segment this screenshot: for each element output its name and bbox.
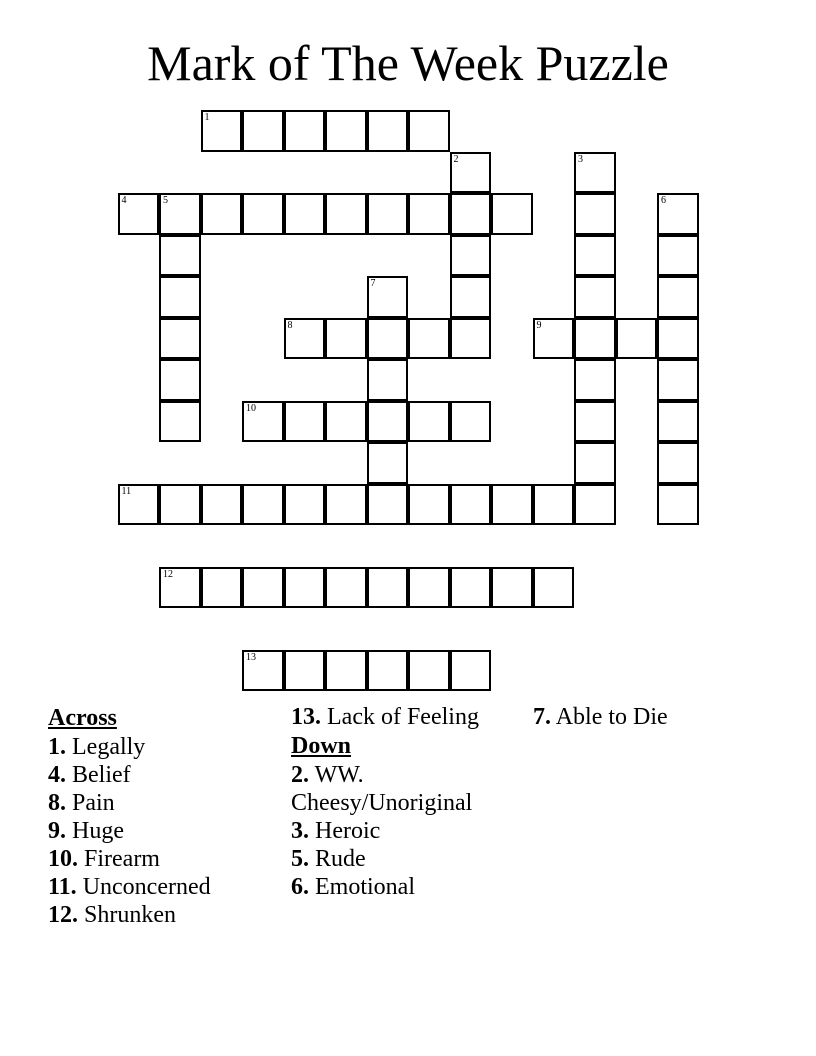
clue-across-13: 13. Lack of Feeling [291, 704, 479, 730]
cell-number: 1 [204, 112, 210, 123]
cell-number: 2 [453, 153, 459, 165]
cell-number: 3 [578, 153, 583, 165]
grid-cell[interactable] [574, 484, 616, 526]
grid-cell[interactable] [657, 318, 699, 360]
grid-cell[interactable] [242, 650, 284, 692]
clue-across-11: 11. Unconcerned [48, 874, 211, 900]
grid-cell[interactable] [408, 567, 450, 609]
grid-cell[interactable] [450, 401, 492, 443]
grid-cell[interactable] [284, 318, 326, 360]
grid-cell[interactable] [657, 401, 699, 443]
grid-cell[interactable] [491, 193, 533, 235]
grid-cell[interactable] [450, 484, 492, 526]
grid-cell[interactable] [574, 152, 616, 194]
grid-cell[interactable] [574, 318, 616, 360]
cell-number: 8 [287, 319, 293, 331]
grid-cell[interactable] [657, 484, 699, 526]
grid-cell[interactable] [574, 401, 616, 443]
clue-down-5: 5. Rude [291, 846, 366, 872]
cell-number: 7 [370, 278, 376, 289]
cell-number: 5 [163, 195, 168, 206]
across-heading: Across [48, 705, 117, 731]
grid-cell[interactable] [450, 235, 492, 277]
grid-cell[interactable] [450, 650, 492, 692]
cell-number: 10 [246, 402, 256, 414]
grid-cell[interactable] [657, 359, 699, 401]
clue-across-10: 10. Firearm [48, 846, 160, 872]
grid-cell[interactable] [242, 193, 284, 235]
grid-cell[interactable] [408, 484, 450, 526]
grid-cell[interactable] [367, 650, 409, 692]
grid-cell[interactable] [159, 193, 201, 235]
clue-column-1 [48, 703, 284, 929]
grid-cell[interactable] [450, 276, 492, 318]
page-title: Mark of The Week Puzzle [147, 35, 669, 91]
grid-cell[interactable] [325, 401, 367, 443]
grid-cell[interactable] [574, 235, 616, 277]
clue-across-1: 1. Legally [48, 734, 146, 760]
clue-down-2: 2. WW. Cheesy/Unoriginal [291, 762, 473, 816]
grid-cell[interactable] [201, 110, 243, 152]
grid-cell[interactable] [325, 484, 367, 526]
grid-cell[interactable] [201, 193, 243, 235]
grid-cell[interactable] [616, 318, 658, 360]
grid-cell[interactable] [367, 193, 409, 235]
grid-cell[interactable] [408, 318, 450, 360]
grid-cell[interactable] [284, 193, 326, 235]
clue-across-4: 4. Belief [48, 762, 131, 788]
grid-cell[interactable] [201, 567, 243, 609]
grid-cell[interactable] [242, 110, 284, 152]
grid-cell[interactable] [284, 110, 326, 152]
grid-cell[interactable] [367, 484, 409, 526]
clue-down-3: 3. Heroic [291, 818, 381, 844]
clue-column-3 [533, 703, 769, 731]
grid-cell[interactable] [533, 318, 575, 360]
clue-down-6: 6. Emotional [291, 874, 415, 900]
clue-column-2 [291, 703, 527, 901]
clue-across-8: 8. Pain [48, 790, 115, 816]
grid-cell[interactable] [450, 567, 492, 609]
grid-cell[interactable] [450, 193, 492, 235]
grid-cell[interactable] [574, 442, 616, 484]
grid-cell[interactable] [491, 484, 533, 526]
grid-cell[interactable] [408, 193, 450, 235]
clue-down-7: 7. Able to Die [533, 704, 668, 730]
grid-cell[interactable] [408, 401, 450, 443]
clue-across-12: 12. Shrunken [48, 902, 176, 928]
grid-cell[interactable] [367, 276, 409, 318]
grid-cell[interactable] [491, 567, 533, 609]
grid-cell[interactable] [325, 567, 367, 609]
grid-cell[interactable] [367, 401, 409, 443]
grid-cell[interactable] [325, 650, 367, 692]
grid-cell[interactable] [574, 359, 616, 401]
grid-cell[interactable] [657, 193, 699, 235]
grid-cell[interactable] [574, 276, 616, 318]
grid-cell[interactable] [657, 276, 699, 318]
grid-cell[interactable] [367, 318, 409, 360]
clue-across-9: 9. Huge [48, 818, 124, 844]
grid-cell[interactable] [159, 401, 201, 443]
grid-cell[interactable] [242, 401, 284, 443]
grid-cell[interactable] [408, 110, 450, 152]
cell-number: 12 [163, 568, 173, 580]
grid-cell[interactable] [367, 567, 409, 609]
grid-cell[interactable] [450, 152, 492, 194]
grid-cell[interactable] [574, 193, 616, 235]
grid-cell[interactable] [118, 484, 160, 526]
grid-cell[interactable] [325, 110, 367, 152]
grid-cell[interactable] [408, 650, 450, 692]
grid-cell[interactable] [159, 276, 201, 318]
grid-cell[interactable] [284, 650, 326, 692]
grid-cell[interactable] [242, 484, 284, 526]
cell-number: 4 [121, 195, 127, 206]
grid-cell[interactable] [367, 442, 409, 484]
grid-cell[interactable] [367, 110, 409, 152]
grid-cell[interactable] [284, 567, 326, 609]
grid-cell[interactable] [159, 567, 201, 609]
grid-cell[interactable] [657, 442, 699, 484]
cell-number: 13 [246, 651, 256, 663]
grid-cell[interactable] [367, 359, 409, 401]
grid-cell[interactable] [242, 567, 284, 609]
cell-number: 11 [121, 485, 132, 497]
grid-cell[interactable] [450, 318, 492, 360]
grid-cell[interactable] [284, 484, 326, 526]
grid-cell[interactable] [325, 318, 367, 360]
grid-cell[interactable] [159, 484, 201, 526]
grid-cell[interactable] [118, 193, 160, 235]
grid-cell[interactable] [325, 193, 367, 235]
grid-cell[interactable] [284, 401, 326, 443]
grid-cell[interactable] [657, 235, 699, 277]
grid-cell[interactable] [201, 484, 243, 526]
cell-number: 6 [661, 195, 666, 206]
grid-cell[interactable] [533, 484, 575, 526]
cell-number: 9 [536, 319, 542, 331]
grid-cell[interactable] [533, 567, 575, 609]
grid-cell[interactable] [159, 318, 201, 360]
down-heading: Down [291, 733, 352, 759]
grid-cell[interactable] [159, 359, 201, 401]
grid-cell[interactable] [159, 235, 201, 277]
